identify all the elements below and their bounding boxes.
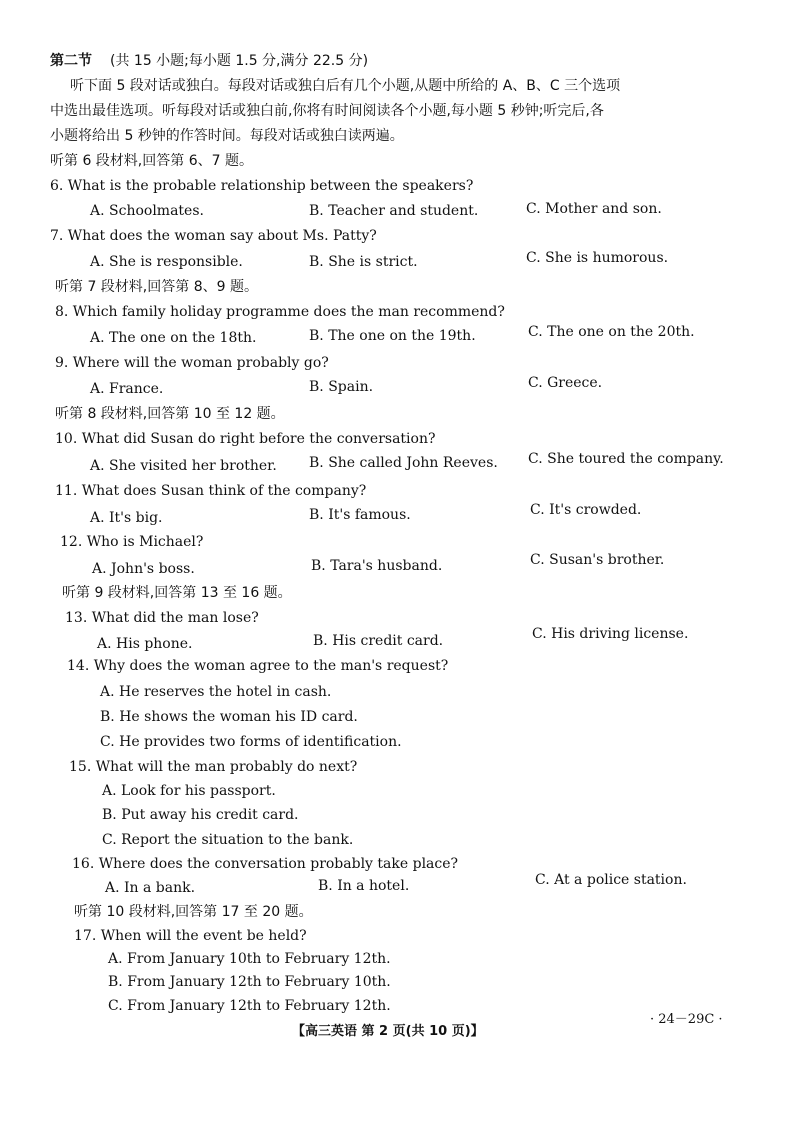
option-15c: C. Report the situation to the bank. [102, 832, 354, 848]
question-13: 13. What did the man lose? [65, 610, 259, 626]
question-8: 8. Which family holiday programme does the man recommend? [55, 304, 505, 320]
instruction-line: 听下面 5 段对话或独白。每段对话或独白后有几个小题,从题中所给的 A、B、C 三个选项 [70, 78, 621, 94]
option-13b: B. His credit card. [313, 633, 444, 649]
option-9a: A. France. [90, 381, 164, 397]
option-17b: B. From January 12th to February 10th. [108, 974, 391, 990]
option-6c: C. Mother and son. [526, 201, 662, 217]
question-11: 11. What does Susan think of the company? [55, 483, 367, 499]
option-12b: B. Tara's husband. [311, 558, 443, 574]
option-11b: B. It's famous. [309, 507, 411, 523]
question-9: 9. Where will the woman probably go? [55, 355, 329, 371]
option-12c: C. Susan's brother. [530, 552, 665, 568]
group-header: 听第 9 段材料,回答第 13 至 16 题。 [62, 585, 292, 601]
option-17a: A. From January 10th to February 12th. [108, 951, 391, 967]
option-7a: A. She is responsible. [90, 254, 243, 270]
group-header: 听第 8 段材料,回答第 10 至 12 题。 [55, 406, 285, 422]
question-14: 14. Why does the woman agree to the man's request? [67, 658, 449, 674]
option-9c: C. Greece. [528, 375, 603, 391]
option-8c: C. The one on the 20th. [528, 324, 695, 340]
option-16c: C. At a police station. [535, 872, 687, 888]
question-17: 17. When will the event be held? [74, 928, 307, 944]
option-17c: C. From January 12th to February 12th. [108, 998, 391, 1014]
section-title: 第二节 [50, 53, 92, 69]
question-12: 12. Who is Michael? [60, 534, 204, 550]
option-8a: A. The one on the 18th. [90, 330, 257, 346]
option-15a: A. Look for his passport. [102, 783, 276, 799]
option-16b: B. In a hotel. [318, 878, 410, 894]
option-9b: B. Spain. [309, 379, 374, 395]
group-header: 听第 7 段材料,回答第 8、9 题。 [55, 279, 258, 295]
option-6a: A. Schoolmates. [90, 203, 204, 219]
instruction-line: 中选出最佳选项。听每段对话或独白前,你将有时间阅读各个小题,每小题 5 秒钟;听完后,各 [50, 103, 604, 119]
group-header: 听第 10 段材料,回答第 17 至 20 题。 [74, 904, 313, 920]
question-7: 7. What does the woman say about Ms. Patty? [50, 228, 377, 244]
option-10a: A. She visited her brother. [90, 458, 277, 474]
question-6: 6. What is the probable relationship between the speakers? [50, 178, 474, 194]
option-15b: B. Put away his credit card. [102, 807, 299, 823]
option-6b: B. Teacher and student. [309, 203, 479, 219]
question-16: 16. Where does the conversation probably take place? [72, 856, 459, 872]
option-14b: B. He shows the woman his ID card. [100, 709, 358, 725]
option-7b: B. She is strict. [309, 254, 418, 270]
option-8b: B. The one on the 19th. [309, 328, 476, 344]
option-11c: C. It's crowded. [530, 502, 642, 518]
instruction-line: 小题将给出 5 秒钟的作答时间。每段对话或独白读两遍。 [50, 128, 404, 144]
question-10: 10. What did Susan do right before the conversation? [55, 431, 436, 447]
option-16a: A. In a bank. [105, 880, 196, 896]
option-13a: A. His phone. [97, 636, 193, 652]
option-10c: C. She toured the company. [528, 451, 724, 467]
option-13c: C. His driving license. [532, 626, 689, 642]
option-12a: A. John's boss. [92, 561, 195, 577]
option-14c: C. He provides two forms of identification. [100, 734, 402, 750]
option-10b: B. She called John Reeves. [309, 455, 498, 471]
exam-code: · 24－29C · [650, 1012, 723, 1027]
question-15: 15. What will the man probably do next? [69, 759, 358, 775]
option-7c: C. She is humorous. [526, 250, 669, 266]
section-scoring: (共 15 小题;每小题 1.5 分,满分 22.5 分) [110, 53, 369, 69]
option-14a: A. He reserves the hotel in cash. [100, 684, 332, 700]
option-11a: A. It's big. [90, 510, 163, 526]
page-footer: 【高三英语 第 2 页(共 10 页)】 [292, 1024, 484, 1039]
group-header: 听第 6 段材料,回答第 6、7 题。 [50, 153, 253, 169]
